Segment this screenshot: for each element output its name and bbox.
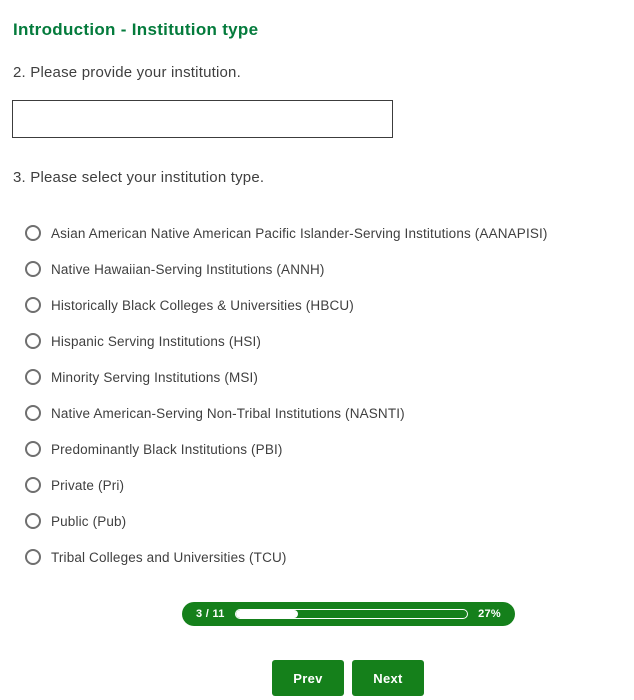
radio-option-label: Minority Serving Institutions (MSI) — [51, 369, 259, 385]
radio-button-icon[interactable] — [25, 405, 41, 421]
radio-option-row[interactable] — [25, 323, 615, 359]
radio-option-row[interactable] — [25, 431, 615, 467]
next-button[interactable]: Next — [352, 660, 424, 696]
radio-option-label: Hispanic Serving Institutions (HSI) — [51, 333, 262, 349]
radio-option-label: Asian American Native American Pacific Islander-Serving Institutions (AANAPISI) — [51, 225, 548, 241]
question-3-label: 3. Please select your institution type. — [13, 169, 265, 186]
radio-option-label: Historically Black Colleges & Universities (HBCU) — [51, 297, 354, 313]
radio-option-row[interactable] — [25, 395, 615, 431]
radio-option-row[interactable] — [25, 503, 615, 539]
page-title: Introduction - Institution type — [13, 20, 259, 40]
radio-option-row[interactable] — [25, 215, 615, 251]
progress-percent: 27% — [478, 608, 501, 620]
radio-option-row[interactable] — [25, 359, 615, 395]
question-2-label: 2. Please provide your institution. — [13, 64, 241, 81]
radio-button-icon[interactable] — [25, 261, 41, 277]
radio-button-icon[interactable] — [25, 441, 41, 457]
institution-type-options — [25, 215, 615, 575]
radio-option-row[interactable] — [25, 539, 615, 575]
radio-button-icon[interactable] — [25, 297, 41, 313]
radio-button-icon[interactable] — [25, 477, 41, 493]
radio-button-icon[interactable] — [25, 333, 41, 349]
radio-option-label: Private (Pri) — [51, 477, 125, 493]
radio-option-label: Native American-Serving Non-Tribal Institutions (NASNTI) — [51, 405, 405, 421]
prev-button[interactable]: Prev — [272, 660, 344, 696]
radio-button-icon[interactable] — [25, 225, 41, 241]
radio-option-label: Tribal Colleges and Universities (TCU) — [51, 549, 287, 565]
progress-bar — [182, 602, 515, 626]
radio-button-icon[interactable] — [25, 513, 41, 529]
institution-name-input[interactable] — [12, 100, 393, 138]
radio-option-label: Predominantly Black Institutions (PBI) — [51, 441, 283, 457]
progress-step-counter: 3 / 11 — [196, 608, 225, 620]
radio-option-row[interactable] — [25, 287, 615, 323]
radio-option-label: Native Hawaiian-Serving Institutions (ANNH) — [51, 261, 325, 277]
progress-fill — [236, 610, 298, 618]
radio-option-row[interactable] — [25, 467, 615, 503]
radio-option-row[interactable] — [25, 251, 615, 287]
radio-option-label: Public (Pub) — [51, 513, 127, 529]
radio-button-icon[interactable] — [25, 549, 41, 565]
radio-button-icon[interactable] — [25, 369, 41, 385]
progress-track — [235, 609, 468, 619]
